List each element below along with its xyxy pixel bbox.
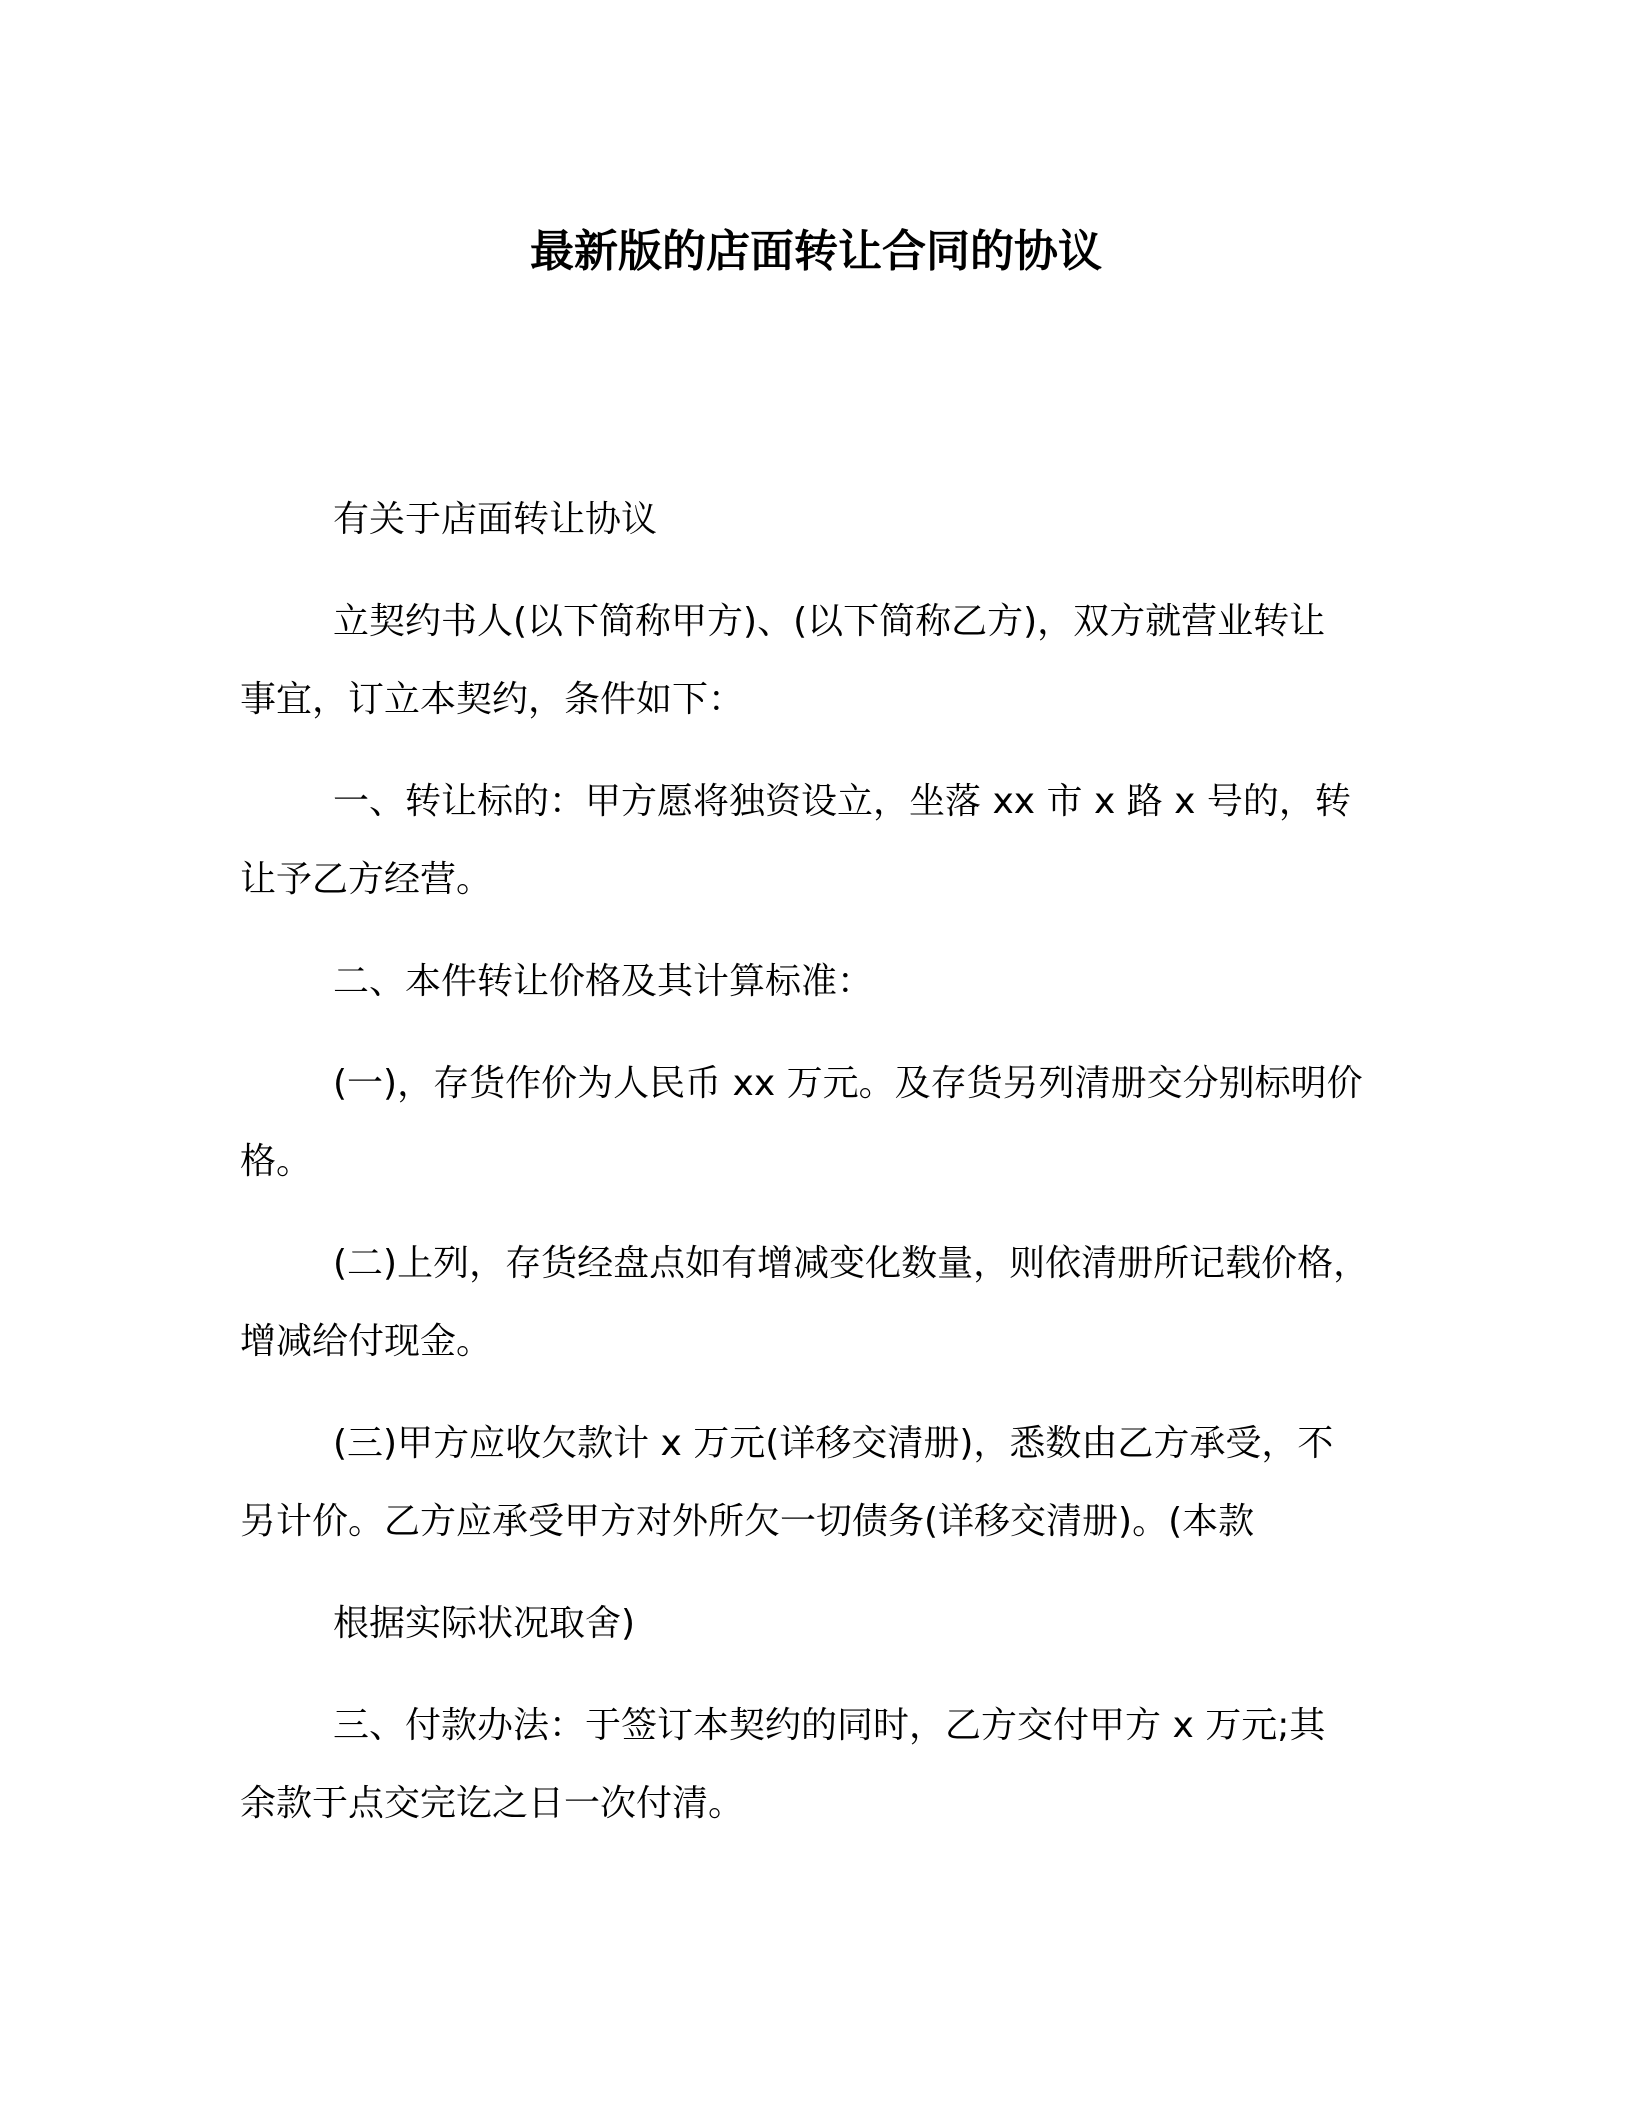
clause-2-item-1-line-1: (一)，存货作价为人民币 xx 万元。及存货另列清册交分别标明价 <box>333 1063 1363 1104</box>
clause-3-line-2: 余款于点交完讫之日一次付清。 <box>240 1783 745 1824</box>
clause-1-line-1: 一、转让标的：甲方愿将独资设立，坐落 xx 市 x 路 x 号的，转 <box>333 781 1351 822</box>
clause-2-item-3-line-1: (三)甲方应收欠款计 x 万元(详移交清册)，悉数由乙方承受，不 <box>333 1423 1334 1464</box>
clause-2-item-2-line-2: 增减给付现金。 <box>240 1321 493 1362</box>
document-title: 最新版的店面转让合同的协议 <box>530 226 1102 277</box>
clause-1-line-2: 让予乙方经营。 <box>240 859 493 900</box>
clause-2-item-1-line-2: 格。 <box>240 1141 313 1182</box>
paragraph-intro-line-1: 立契约书人(以下简称甲方)、(以下简称乙方)，双方就营业转让 <box>333 601 1326 642</box>
paragraph-heading: 有关于店面转让协议 <box>333 499 658 540</box>
paragraph-intro-line-2: 事宜，订立本契约，条件如下： <box>240 679 745 720</box>
clause-2-item-2-line-1: (二)上列，存货经盘点如有增减变化数量，则依清册所记载价格， <box>333 1243 1370 1284</box>
clause-2-item-3-note: 根据实际状况取舍) <box>333 1603 636 1644</box>
clause-2-heading: 二、本件转让价格及其计算标准： <box>333 961 874 1002</box>
clause-3-line-1: 三、付款办法：于签订本契约的同时，乙方交付甲方 x 万元;其 <box>333 1705 1326 1746</box>
clause-2-item-3-line-2: 另计价。乙方应承受甲方对外所欠一切债务(详移交清册)。(本款 <box>240 1501 1255 1542</box>
